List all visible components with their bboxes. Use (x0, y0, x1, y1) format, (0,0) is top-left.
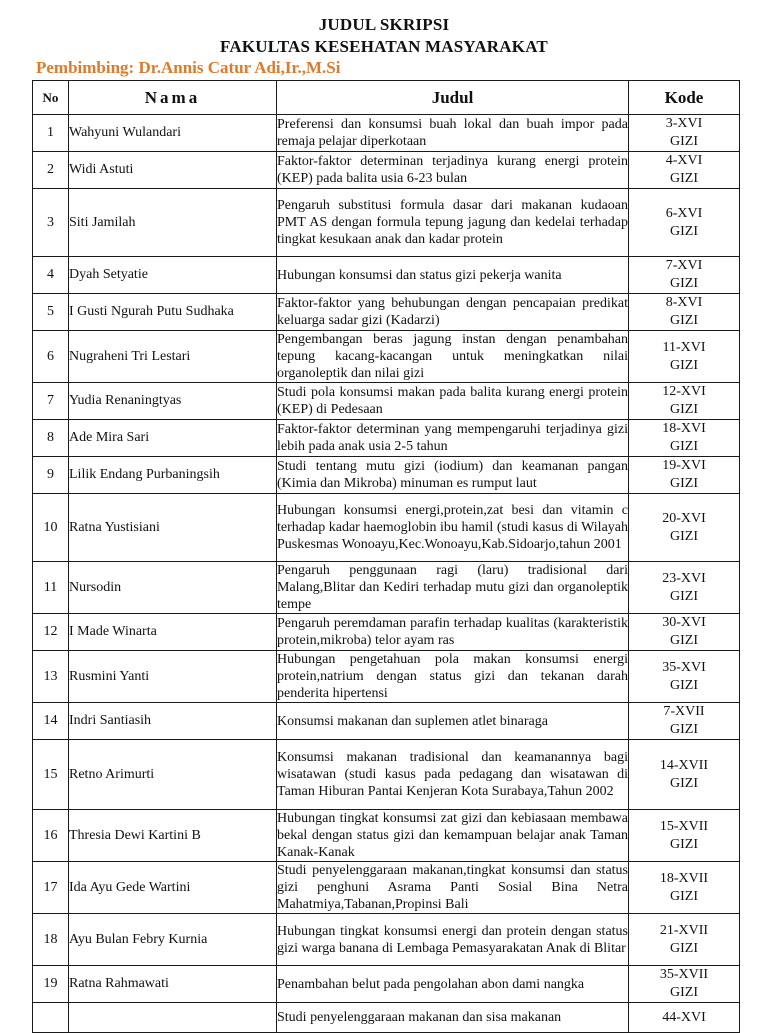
cell-judul: Hubungan konsumsi energi,protein,zat besi dan vitamin c terhadap kadar haemoglobin ibu hamil (studi kasus di Wilayah Puskesmas Wonoayu,Kec.Wonoayu,Kab.Sidoarjo,tahun 2001 (277, 494, 629, 562)
kode-department: GIZI (670, 402, 698, 417)
table-row (33, 494, 740, 562)
cell-judul: Konsumsi makanan dan suplemen atlet binaraga (277, 703, 629, 740)
table-row (33, 152, 740, 189)
kode-number: 30-XVI (662, 615, 706, 630)
kode-number: 18-XVI (662, 421, 706, 436)
cell-kode (629, 651, 740, 703)
cell-kode (629, 257, 740, 294)
cell-nama: Dyah Setyatie (69, 257, 277, 294)
kode-number: 19-XVI (662, 458, 706, 473)
table-row (33, 1003, 740, 1033)
cell-judul: Faktor-faktor determinan terjadinya kurang energi protein (KEP) pada balita usia 6-23 bulan (277, 152, 629, 189)
cell-nama: Ratna Rahmawati (69, 966, 277, 1003)
supervisor-label: Pembimbing: Dr.Annis Catur Adi,Ir.,M.Si (36, 58, 341, 77)
kode-number: 21-XVII (659, 922, 709, 938)
cell-kode (629, 189, 740, 257)
cell-kode (629, 810, 740, 862)
kode-department: GIZI (670, 775, 698, 791)
kode-number: 11-XVI (662, 339, 706, 355)
table-row (33, 966, 740, 1003)
column-header-kode: Kode (629, 81, 740, 115)
cell-no: 9 (33, 457, 69, 494)
cell-judul: Pengaruh peremdaman parafin terhadap kualitas (karakteristik protein,mikroba) telor ayam ras (277, 614, 629, 651)
kode-number: 18-XVII (659, 870, 709, 886)
cell-nama: Widi Astuti (69, 152, 277, 189)
cell-no: 4 (33, 257, 69, 294)
cell-kode (629, 1003, 740, 1033)
cell-no: 17 (33, 862, 69, 914)
kode-number: 23-XVI (662, 570, 706, 586)
kode-number: 35-XVI (662, 659, 706, 675)
table-row (33, 457, 740, 494)
cell-judul: Preferensi dan konsumsi buah lokal dan buah impor pada remaja pelajar diperkotaan (277, 115, 629, 152)
kode-number: 35-XVII (659, 967, 709, 982)
kode-number: 7-XVII (663, 704, 705, 719)
kode-number: 6-XVI (665, 205, 703, 221)
table-row (33, 257, 740, 294)
table-row (33, 862, 740, 914)
kode-department: GIZI (670, 722, 698, 737)
cell-no: 5 (33, 294, 69, 331)
kode-number: 12-XVI (662, 384, 706, 399)
document-subtitle: FAKULTAS KESEHATAN MASYARAKAT (220, 37, 548, 56)
cell-nama: I Made Winarta (69, 614, 277, 651)
table-row (33, 189, 740, 257)
table-row (33, 810, 740, 862)
cell-kode (629, 703, 740, 740)
cell-judul: Hubungan tingkat konsumsi energi dan protein dengan status gizi warga banana di Lembaga Pemasyarakatan Anak di Blitar (277, 914, 629, 966)
kode-department: GIZI (670, 677, 698, 693)
cell-no: 12 (33, 614, 69, 651)
cell-nama (69, 1003, 277, 1033)
kode-department: GIZI (670, 940, 698, 956)
kode-department: GIZI (670, 888, 698, 904)
cell-no: 1 (33, 115, 69, 152)
cell-no: 6 (33, 331, 69, 383)
kode-department: GIZI (670, 276, 698, 291)
cell-judul: Pengaruh substitusi formula dasar dari makanan kudaoan PMT AS dengan formula tepung jagung dan kedelai terhadap tingkat kesukaan anak dan kadar protein (277, 189, 629, 257)
cell-no: 14 (33, 703, 69, 740)
cell-no: 2 (33, 152, 69, 189)
table-row (33, 651, 740, 703)
cell-kode (629, 115, 740, 152)
kode-department: GIZI (670, 313, 698, 328)
kode-number: 7-XVI (665, 258, 703, 273)
cell-kode (629, 152, 740, 189)
table-row (33, 115, 740, 152)
kode-number: 14-XVII (659, 757, 709, 773)
cell-judul: Pengaruh penggunaan ragi (laru) tradisional dari Malang,Blitar dan Kediri terhadap mutu gizi dan organoleptik tempe (277, 563, 628, 612)
table-row (33, 420, 740, 457)
table-row (33, 614, 740, 651)
kode-department: GIZI (670, 439, 698, 454)
table-row (33, 562, 740, 614)
kode-department: GIZI (670, 134, 698, 149)
kode-department: GIZI (670, 528, 698, 544)
cell-nama: I Gusti Ngurah Putu Sudhaka (69, 294, 277, 331)
cell-nama: Yudia Renaningtyas (69, 383, 277, 420)
cell-nama: Nugraheni Tri Lestari (69, 331, 277, 383)
cell-judul: Faktor-faktor yang behubungan dengan pencapaian predikat keluarga sadar gizi (Kadarzi) (277, 294, 629, 331)
kode-number: 20-XVI (662, 510, 706, 526)
cell-no: 7 (33, 383, 69, 420)
document-title: JUDUL SKRIPSI (318, 15, 450, 34)
cell-nama: Nursodin (69, 562, 277, 614)
cell-no: 13 (33, 651, 69, 703)
cell-kode (629, 966, 740, 1003)
cell-kode (629, 383, 740, 420)
table-body (33, 115, 740, 1033)
cell-judul: Pengembangan beras jagung instan dengan penambahan tepung kacang-kacangan untuk meningkatkan nilai organoleptik dan nilai gizi (277, 332, 628, 381)
kode-department: GIZI (670, 633, 698, 648)
kode-number: 3-XVI (665, 116, 703, 131)
cell-kode (629, 494, 740, 562)
cell-judul: Studi pola konsumsi makan pada balita kurang energi protein (KEP) di Pedesaan (277, 383, 629, 420)
cell-no: 16 (33, 810, 69, 862)
cell-nama: Siti Jamilah (69, 189, 277, 257)
table-row (33, 740, 740, 810)
cell-nama: Ida Ayu Gede Wartini (69, 862, 277, 914)
cell-kode (629, 331, 740, 383)
cell-no: 8 (33, 420, 69, 457)
cell-kode (629, 420, 740, 457)
table-row (33, 331, 740, 383)
column-header-nama: Nama (69, 81, 277, 115)
kode-number: 15-XVII (659, 818, 709, 834)
cell-judul: Studi penyelenggaraan makanan dan sisa makanan (277, 1003, 629, 1033)
cell-nama: Indri Santiasih (69, 703, 277, 740)
cell-nama: Lilik Endang Purbaningsih (69, 457, 277, 494)
cell-nama: Rusmini Yanti (69, 651, 277, 703)
cell-no: 11 (33, 562, 69, 614)
kode-department: GIZI (670, 476, 698, 491)
kode-department: GIZI (670, 985, 698, 1000)
kode-department: GIZI (670, 223, 698, 239)
cell-no: 10 (33, 494, 69, 562)
cell-nama: Retno Arimurti (69, 740, 277, 810)
cell-no: 19 (33, 966, 69, 1003)
cell-judul: Studi tentang mutu gizi (iodium) dan keamanan pangan (Kimia dan Mikroba) minuman es rumput laut (277, 457, 629, 494)
cell-judul: Hubungan konsumsi dan status gizi pekerja wanita (277, 257, 629, 294)
cell-nama: Ayu Bulan Febry Kurnia (69, 914, 277, 966)
cell-kode (629, 457, 740, 494)
cell-judul: Penambahan belut pada pengolahan abon dami nangka (277, 966, 629, 1003)
cell-no: 18 (33, 914, 69, 966)
cell-judul: Hubungan tingkat konsumsi zat gizi dan kebiasaan membawa bekal dengan status gizi dan kemampuan belajar anak Taman Kanak-Kanak (277, 811, 628, 860)
cell-nama: Ratna Yustisiani (69, 494, 277, 562)
column-header-judul: Judul (277, 81, 629, 115)
cell-no (33, 1003, 69, 1033)
cell-judul: Studi penyelenggaraan makanan,tingkat konsumsi dan status gizi penghuni Asrama Panti Sosial Bina Netra Mahatmiya,Tabanan,Propinsi Bali (277, 863, 628, 912)
table-row (33, 914, 740, 966)
table-header-row (33, 81, 740, 115)
cell-judul: Faktor-faktor determinan yang mempengaruhi terjadinya gizi lebih pada anak usia 2-5 tahun (277, 420, 629, 457)
cell-no: 15 (33, 740, 69, 810)
cell-kode (629, 614, 740, 651)
cell-kode (629, 562, 740, 614)
kode-department: GIZI (670, 171, 698, 186)
cell-nama: Wahyuni Wulandari (69, 115, 277, 152)
thesis-table (32, 80, 740, 1033)
cell-kode (629, 862, 740, 914)
cell-kode (629, 914, 740, 966)
kode-department: GIZI (670, 357, 698, 373)
table-row (33, 294, 740, 331)
cell-judul: Hubungan pengetahuan pola makan konsumsi energi protein,natrium dengan status gizi dan tekanan darah penderita hipertensi (277, 652, 628, 701)
cell-nama: Ade Mira Sari (69, 420, 277, 457)
cell-judul: Konsumsi makanan tradisional dan keamanannya bagi wisatawan (studi kasus pada pedagang dan wisatawan di Taman Hiburan Pantai Kenjeran Kota Surabaya,Tahun 2002 (277, 740, 629, 810)
kode-department: GIZI (670, 588, 698, 604)
cell-nama: Thresia Dewi Kartini B (69, 810, 277, 862)
cell-no: 3 (33, 189, 69, 257)
cell-kode (629, 294, 740, 331)
cell-kode (629, 740, 740, 810)
table-row (33, 703, 740, 740)
table-row (33, 383, 740, 420)
kode-number: 8-XVI (665, 295, 703, 310)
kode-number: 44-XVI (662, 1009, 706, 1025)
column-header-no: No (33, 81, 69, 115)
kode-department: GIZI (670, 836, 698, 852)
kode-number: 4-XVI (665, 153, 703, 168)
